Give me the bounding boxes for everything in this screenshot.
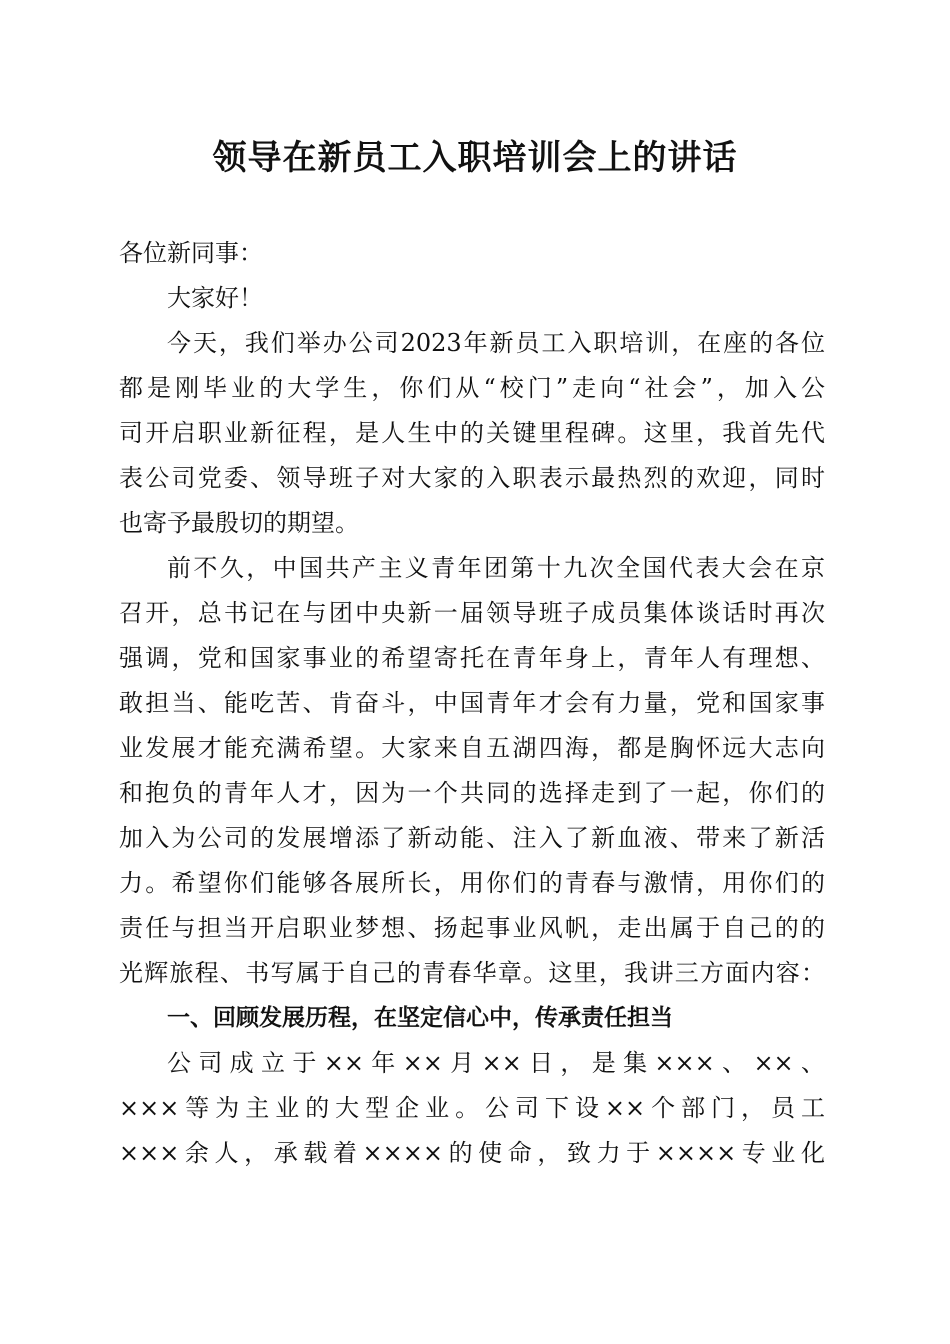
paragraph-line: ×××余人，承载着××××的使命，致力于××××专业化 [119,1139,825,1167]
paragraph-line: 今天，我们举办公司2023年新员工入职培训，在座的各位 [167,329,825,357]
paragraph-line: 力。希望你们能够各展所长，用你们的青春与激情，用你们的 [119,869,825,897]
paragraph-line: 责任与担当开启职业梦想、扬起事业风帆，走出属于自己的的 [119,914,825,942]
paragraph-line: 加入为公司的发展增添了新动能、注入了新血液、带来了新活 [119,824,825,852]
paragraph-line: 前不久，中国共产主义青年团第十九次全国代表大会在京 [167,554,825,582]
greeting: 大家好！ [167,284,263,312]
document-body [119,231,825,1176]
paragraph-line: 也寄予最殷切的期望。 [119,509,359,537]
paragraph-line: ×××等为主业的大型企业。公司下设××个部门，员工 [119,1094,825,1122]
paragraph-line: 敢担当、能吃苦、肯奋斗，中国青年才会有力量，党和国家事 [119,689,825,717]
paragraph-2 [119,546,825,996]
paragraph-line: 都是刚毕业的大学生，你们从“校门”走向“社会”，加入公 [119,374,825,402]
paragraph-3 [119,1041,825,1176]
paragraph-line: 光辉旅程、书写属于自己的青春华章。这里，我讲三方面内容： [119,959,825,987]
document-title: 领导在新员工入职培训会上的讲话 [212,138,738,178]
paragraph-1 [119,321,825,546]
section-heading: 一、回顾发展历程，在坚定信心中，传承责任担当 [167,1005,673,1031]
paragraph-line: 表公司党委、领导班子对大家的入职表示最热烈的欢迎，同时 [119,464,825,492]
salutation: 各位新同事： [119,239,263,267]
paragraph-line: 司开启职业新征程，是人生中的关键里程碑。这里，我首先代 [119,419,825,447]
paragraph-line: 强调，党和国家事业的希望寄托在青年身上，青年人有理想、 [119,644,825,672]
paragraph-line: 公司成立于××年××月××日，是集×××、××、 [167,1049,825,1077]
paragraph-line: 和抱负的青年人才，因为一个共同的选择走到了一起，你们的 [119,779,825,807]
paragraph-line: 召开，总书记在与团中央新一届领导班子成员集体谈话时再次 [119,599,825,627]
paragraph-line: 业发展才能充满希望。大家来自五湖四海，都是胸怀远大志向 [119,734,825,762]
